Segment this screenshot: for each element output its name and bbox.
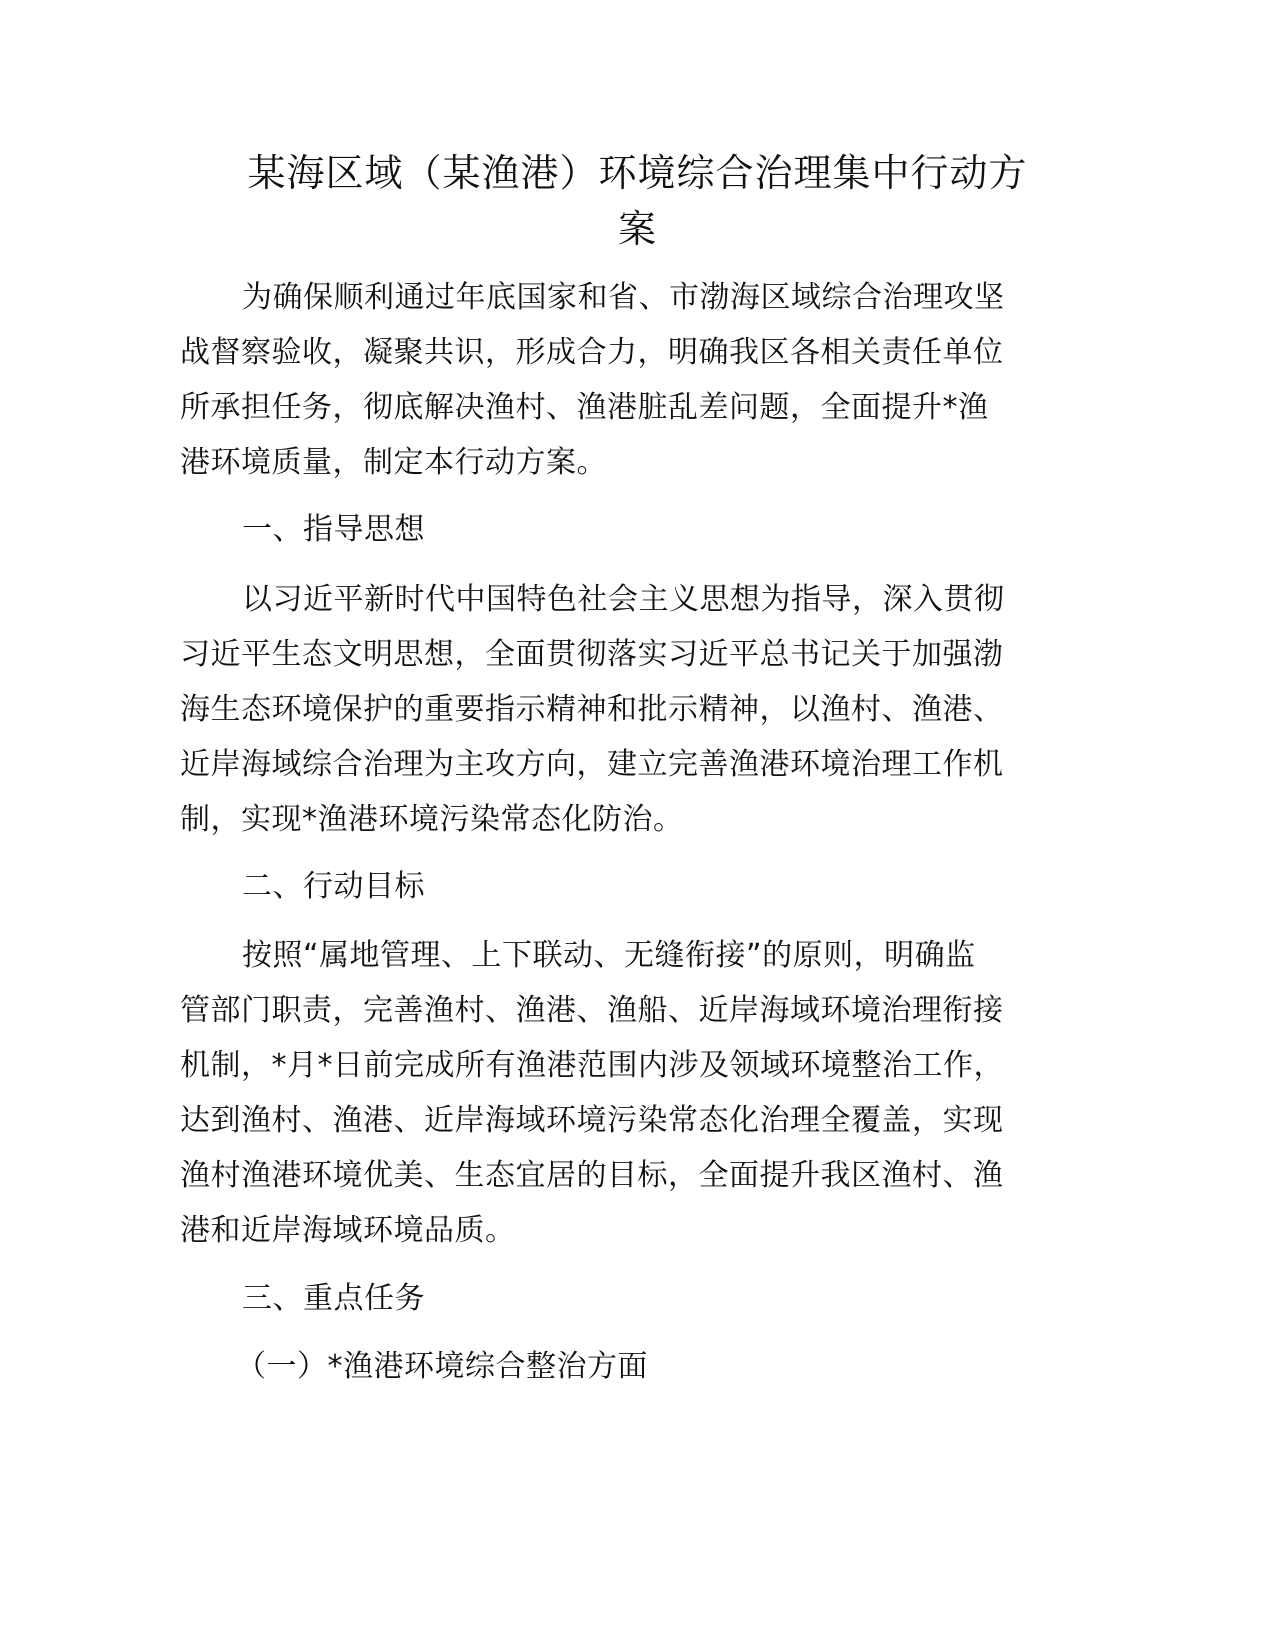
guiding-paragraph-line: 习近平生态文明思想，全面贯彻落实习近平总书记关于加强渤 xyxy=(180,637,1004,672)
goals-paragraph-line: 按照“属地管理、上下联动、无缝衔接”的原则，明确监 xyxy=(242,938,976,973)
intro-paragraph-line: 港环境质量，制定本行动方案。 xyxy=(180,445,607,480)
section-heading-guiding-ideology: 一、指导思想 xyxy=(242,512,425,547)
section-heading-action-goals: 二、行动目标 xyxy=(242,869,425,904)
intro-paragraph-line: 为确保顺利通过年底国家和省、市渤海区域综合治理攻坚 xyxy=(242,280,1005,315)
subsection-heading-fishing-port: （一）*渔港环境综合整治方面 xyxy=(236,1349,648,1384)
guiding-paragraph-line: 制，实现*渔港环境污染常态化防治。 xyxy=(180,802,684,837)
goals-paragraph-line: 管部门职责，完善渔村、渔港、渔船、近岸海域环境治理衔接 xyxy=(180,993,1004,1028)
document-title-line-2: 案 xyxy=(617,207,657,251)
guiding-paragraph-line: 近岸海域综合治理为主攻方向，建立完善渔港环境治理工作机 xyxy=(180,747,1004,782)
intro-paragraph-line: 战督察验收，凝聚共识，形成合力，明确我区各相关责任单位 xyxy=(180,335,1004,370)
section-heading-key-tasks: 三、重点任务 xyxy=(242,1281,425,1316)
guiding-paragraph-line: 以习近平新时代中国特色社会主义思想为指导，深入贯彻 xyxy=(242,582,1005,617)
goals-paragraph-line: 港和近岸海域环境品质。 xyxy=(180,1213,516,1248)
goals-paragraph-line: 达到渔村、渔港、近岸海域环境污染常态化治理全覆盖，实现 xyxy=(180,1103,1004,1138)
guiding-paragraph-line: 海生态环境保护的重要指示精神和批示精神，以渔村、渔港、 xyxy=(180,692,1004,727)
goals-paragraph-line: 机制，*月*日前完成所有渔港范围内涉及领域环境整治工作， xyxy=(180,1048,1004,1083)
goals-paragraph-line: 渔村渔港环境优美、生态宜居的目标，全面提升我区渔村、渔 xyxy=(180,1158,1004,1193)
document-title-line-1: 某海区域（某渔港）环境综合治理集中行动方 xyxy=(247,151,1028,195)
intro-paragraph-line: 所承担任务，彻底解决渔村、渔港脏乱差问题，全面提升*渔 xyxy=(180,390,989,425)
